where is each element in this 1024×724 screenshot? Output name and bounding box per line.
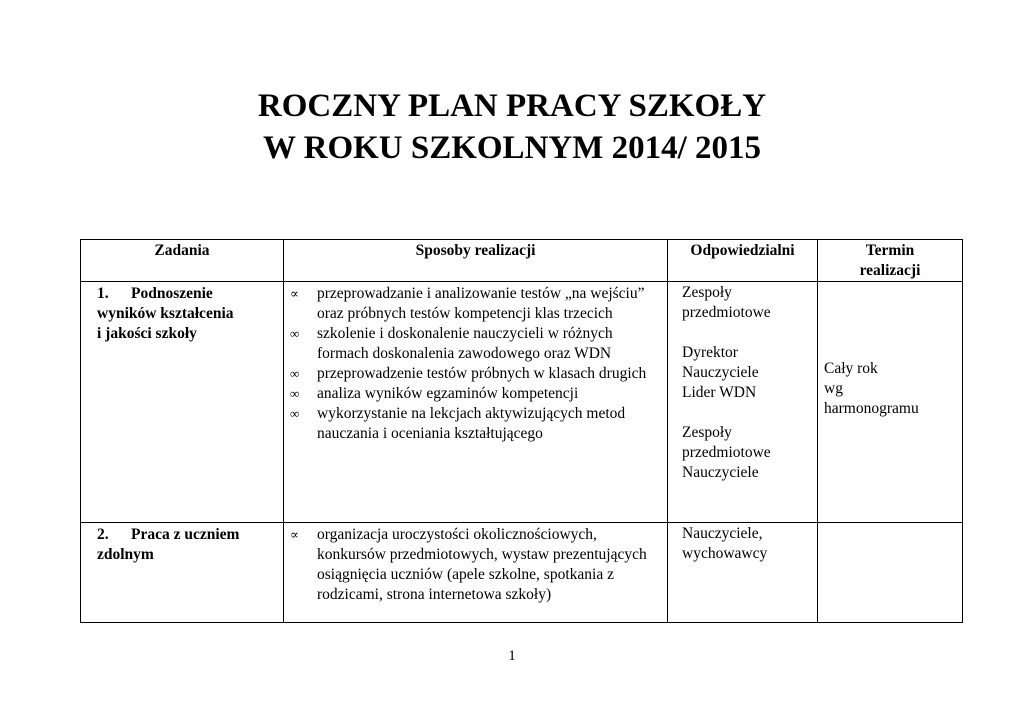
responsible-line: Lider WDN [682,384,757,401]
method-text: wykorzystanie na lekcjach aktywizujących metod nauczania i oceniania kształtującego [317,405,626,442]
responsible-cell [668,282,818,523]
task-label-line2: wyników kształcenia [97,305,234,322]
task-label-line3: i jakości szkoły [97,325,197,342]
plan-table [80,239,963,623]
proportional-bullet-icon: ∝ [290,286,299,301]
list-item [290,324,661,364]
document-title-line1: ROCZNY PLAN PRACY SZKOŁY [257,88,767,124]
proportional-bullet-icon: ∝ [290,527,299,542]
responsible-line: Zespoły [682,284,732,301]
task-cell [81,282,284,523]
deadline-cell [818,282,963,523]
table-row [81,282,963,523]
table-row [81,523,963,623]
infinity-bullet-icon: ∞ [290,406,300,421]
header-methods: Sposoby realizacji [284,240,668,282]
header-deadline-line1: Termin [865,242,915,259]
header-tasks: Zadania [81,240,284,282]
deadline-line: wg [824,380,843,397]
task-number: 2. [97,526,109,543]
task-cell [81,523,284,623]
list-item [290,284,661,324]
task-label-line1: Podnoszenie [131,285,213,302]
responsible-line: wychowawcy [682,545,768,562]
deadline-line: Cały rok [824,360,878,377]
responsible-line: Dyrektor [682,344,738,361]
deadline-line: harmonogramu [824,400,919,417]
header-responsible: Odpowiedzialni [668,240,818,282]
list-item [290,525,661,605]
page-number: 1 [508,648,516,664]
infinity-bullet-icon: ∞ [290,326,300,341]
infinity-bullet-icon: ∞ [290,366,300,381]
list-item [290,404,661,444]
header-deadline [818,240,963,282]
method-text: szkolenie i doskonalenie nauczycieli w różnych formach doskonalenia zawodowego oraz WDN [317,325,613,362]
infinity-bullet-icon: ∞ [290,386,300,401]
task-label-line2: zdolnym [97,546,154,563]
responsible-line: przedmiotowe [682,444,771,461]
responsible-line: przedmiotowe [682,304,771,321]
methods-cell [284,282,668,523]
method-text: przeprowadzenie testów próbnych w klasach drugich [317,365,647,382]
header-deadline-line2: realizacji [859,262,921,279]
document-title-line2: W ROKU SZKOLNYM 2014/ 2015 [262,130,762,166]
table-header-row [81,240,963,282]
list-item [290,384,661,404]
responsible-cell [668,523,818,623]
responsible-line: Nauczyciele [682,464,759,481]
responsible-line: Nauczyciele [682,364,759,381]
method-text: organizacja uroczystości okolicznościowych, konkursów przedmiotowych, wystaw prezentujących osiągnięcia uczniów (apele szkolne, spotkania z rodzicami, strona internetowa szkoły) [317,526,647,603]
task-number: 1. [97,285,109,302]
deadline-cell-empty [818,523,963,623]
list-item [290,364,661,384]
method-text: przeprowadzanie i analizowanie testów „na wejściu” oraz próbnych testów kompetencji klas trzecich [317,285,645,322]
method-text: analiza wyników egzaminów kompetencji [317,385,579,402]
task-label-line1: Praca z uczniem [131,526,240,543]
responsible-line: Nauczyciele, [682,525,763,542]
responsible-line: Zespoły [682,424,732,441]
methods-cell [284,523,668,623]
